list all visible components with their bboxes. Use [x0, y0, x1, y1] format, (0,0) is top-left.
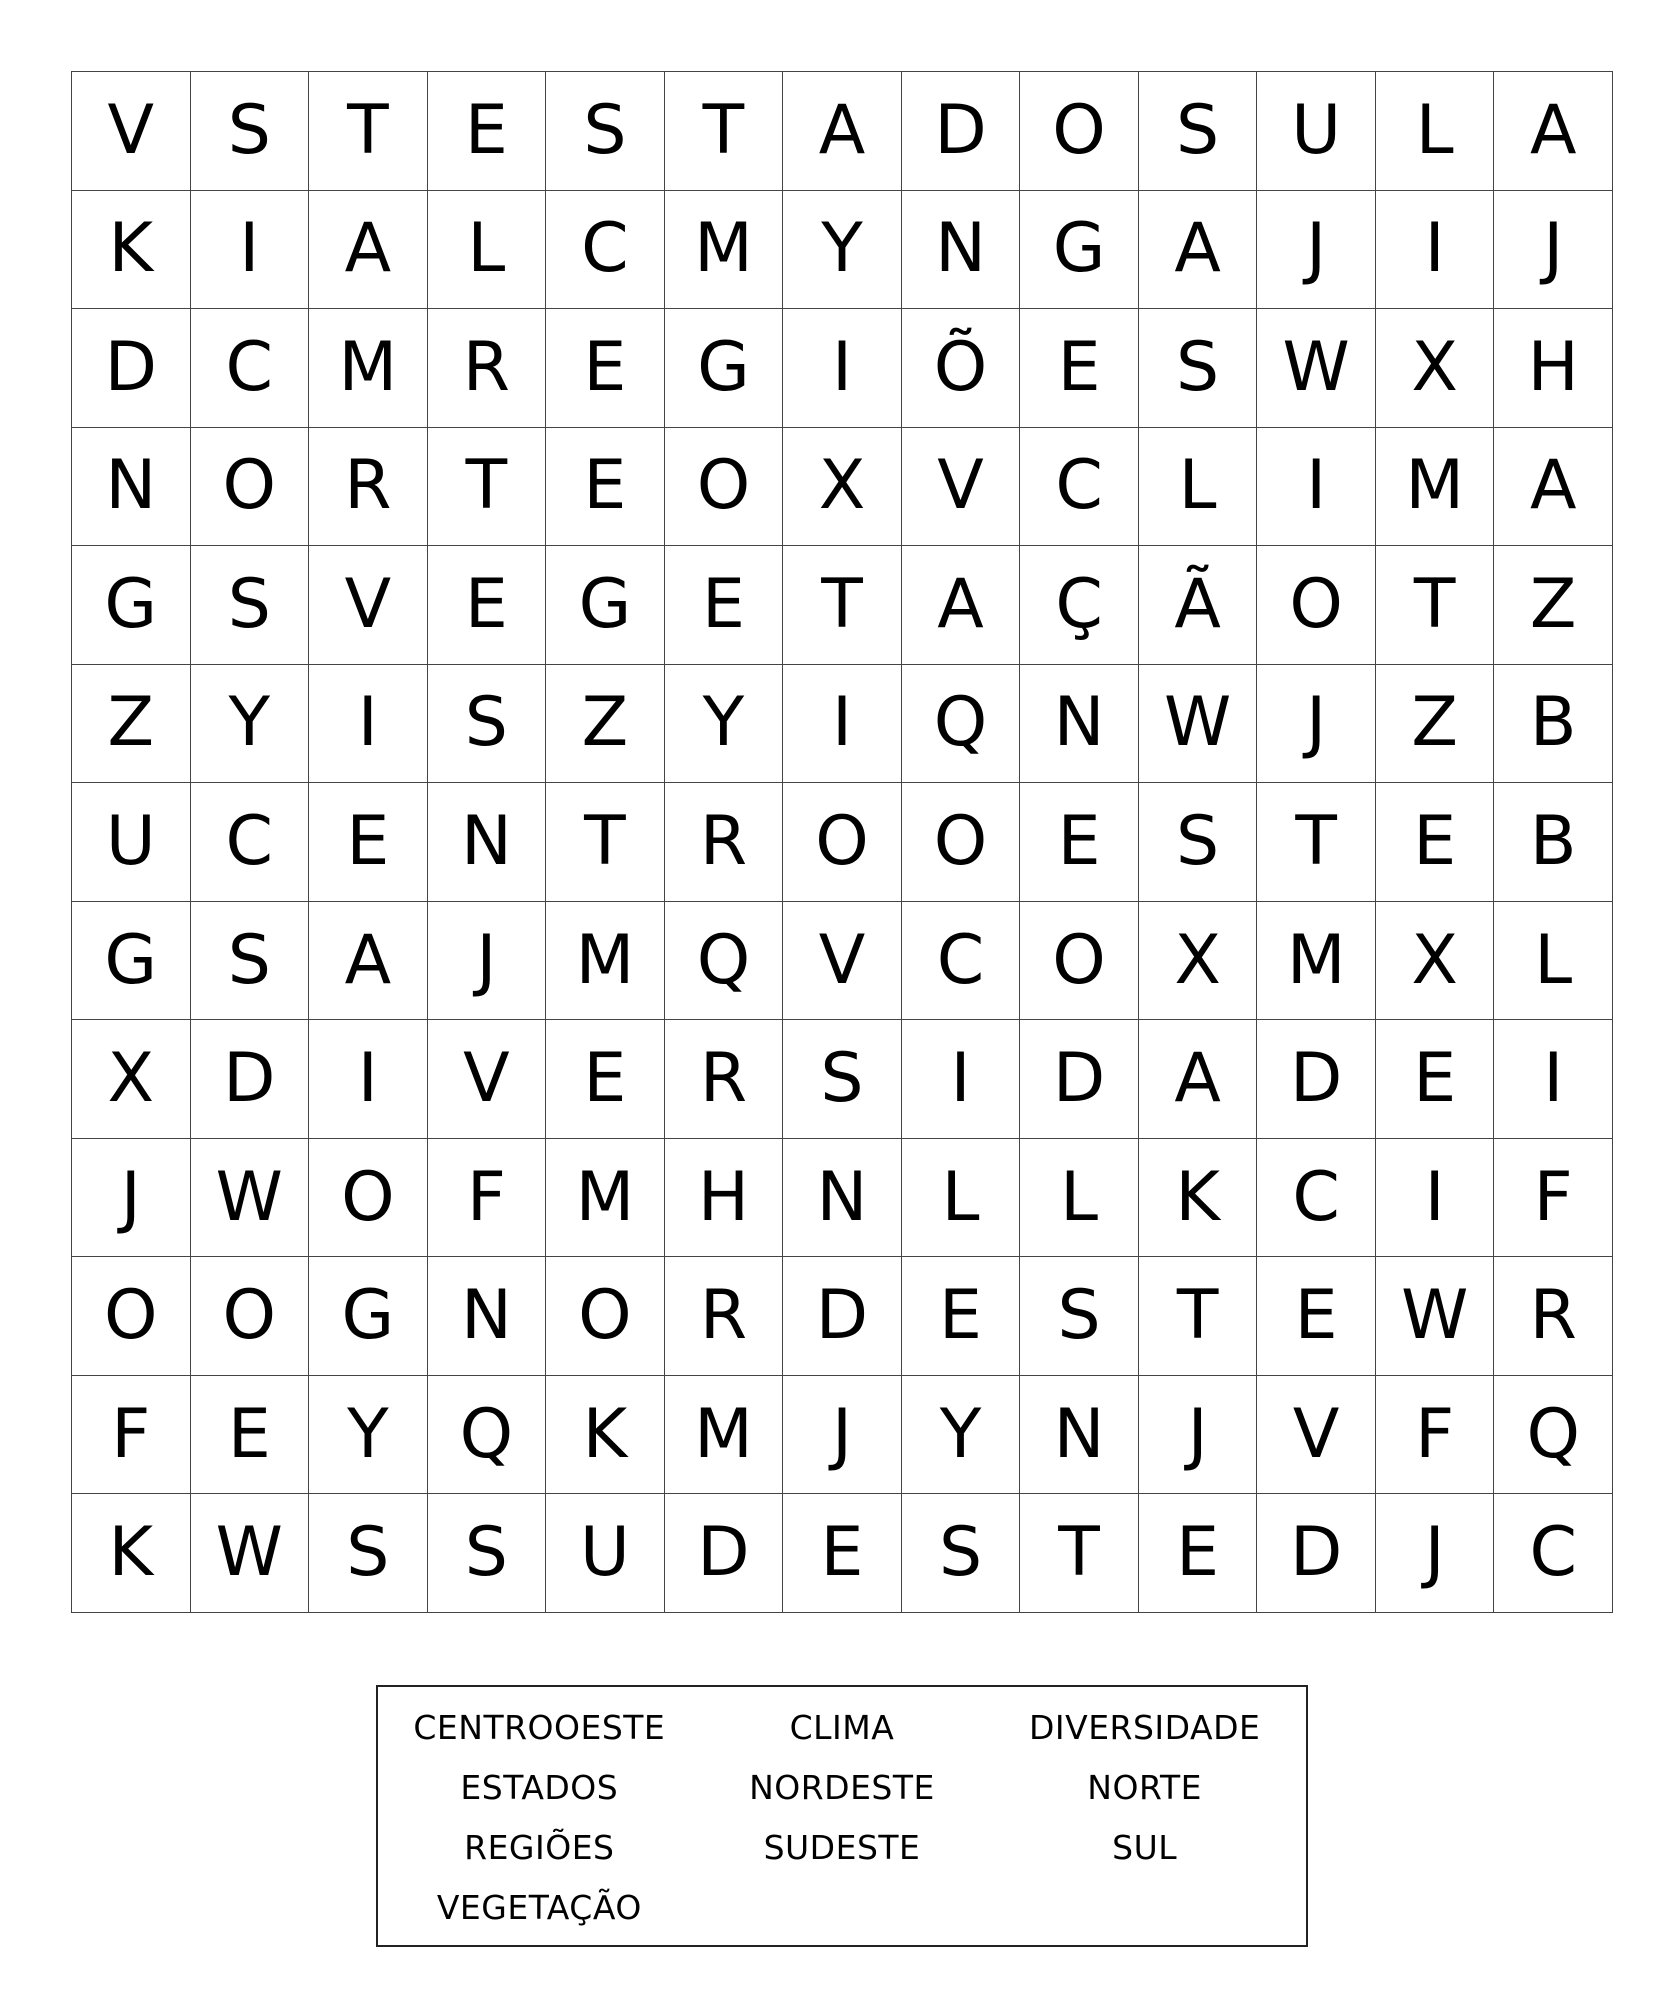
grid-cell[interactable]: T — [428, 428, 547, 547]
grid-cell[interactable]: O — [1020, 72, 1139, 191]
grid-cell[interactable]: E — [1020, 309, 1139, 428]
grid-cell[interactable]: C — [1020, 428, 1139, 547]
grid-cell[interactable]: E — [1376, 783, 1495, 902]
grid-cell[interactable]: V — [902, 428, 1021, 547]
grid-cell[interactable]: I — [1376, 1139, 1495, 1258]
grid-cell[interactable]: R — [1494, 1257, 1613, 1376]
grid-cell[interactable]: S — [428, 1494, 547, 1613]
grid-cell[interactable]: X — [1376, 309, 1495, 428]
grid-cell[interactable]: S — [191, 546, 310, 665]
grid-cell[interactable]: E — [428, 546, 547, 665]
grid-cell[interactable]: E — [428, 72, 547, 191]
word-list-item: SUL — [1112, 1828, 1178, 1867]
grid-cell[interactable]: S — [783, 1020, 902, 1139]
grid-cell[interactable]: I — [902, 1020, 1021, 1139]
grid-cell[interactable]: C — [902, 902, 1021, 1021]
grid-cell[interactable]: O — [665, 428, 784, 547]
word-list-item: CENTROOESTE — [413, 1708, 666, 1747]
grid-cell[interactable]: O — [191, 428, 310, 547]
grid-cell[interactable]: E — [1257, 1257, 1376, 1376]
grid-cell[interactable]: T — [665, 72, 784, 191]
grid-cell[interactable]: N — [1020, 665, 1139, 784]
grid-cell[interactable]: K — [72, 191, 191, 310]
grid-cell[interactable]: O — [902, 783, 1021, 902]
grid-cell[interactable]: M — [1376, 428, 1495, 547]
grid-cell[interactable]: Q — [1494, 1376, 1613, 1495]
grid-cell[interactable]: G — [309, 1257, 428, 1376]
grid-cell[interactable]: Õ — [902, 309, 1021, 428]
grid-cell[interactable]: X — [783, 428, 902, 547]
grid-cell[interactable]: J — [1139, 1376, 1258, 1495]
grid-cell[interactable]: C — [191, 309, 310, 428]
grid-cell[interactable]: C — [191, 783, 310, 902]
grid-cell[interactable]: G — [72, 902, 191, 1021]
grid-cell[interactable]: D — [72, 309, 191, 428]
grid-cell[interactable]: V — [72, 72, 191, 191]
grid-cell[interactable]: J — [1257, 665, 1376, 784]
grid-cell[interactable]: W — [1257, 309, 1376, 428]
grid-cell[interactable]: C — [546, 191, 665, 310]
grid-cell[interactable]: A — [309, 191, 428, 310]
grid-cell[interactable]: G — [546, 546, 665, 665]
grid-cell[interactable]: B — [1494, 665, 1613, 784]
grid-cell[interactable]: L — [428, 191, 547, 310]
grid-cell[interactable]: Q — [428, 1376, 547, 1495]
grid-cell[interactable]: F — [1376, 1376, 1495, 1495]
grid-cell[interactable]: U — [72, 783, 191, 902]
grid-cell[interactable]: T — [1376, 546, 1495, 665]
grid-cell[interactable]: W — [1139, 665, 1258, 784]
grid-cell[interactable]: I — [1494, 1020, 1613, 1139]
grid-cell[interactable]: U — [546, 1494, 665, 1613]
word-list-box — [376, 1685, 1308, 1947]
grid-cell[interactable]: D — [665, 1494, 784, 1613]
grid-cell[interactable]: F — [72, 1376, 191, 1495]
grid-cell[interactable]: Z — [1376, 665, 1495, 784]
grid-cell[interactable]: G — [72, 546, 191, 665]
grid-cell[interactable]: S — [191, 902, 310, 1021]
grid-cell[interactable]: E — [1020, 783, 1139, 902]
grid-cell[interactable]: T — [783, 546, 902, 665]
grid-cell[interactable]: R — [309, 428, 428, 547]
grid-cell[interactable]: J — [1494, 191, 1613, 310]
grid-cell[interactable]: F — [428, 1139, 547, 1258]
grid-cell[interactable]: U — [1257, 72, 1376, 191]
grid-cell[interactable]: A — [1139, 1020, 1258, 1139]
grid-cell[interactable]: N — [72, 428, 191, 547]
grid-cell[interactable]: F — [1494, 1139, 1613, 1258]
grid-cell[interactable]: N — [1020, 1376, 1139, 1495]
grid-cell[interactable]: E — [546, 309, 665, 428]
grid-cell[interactable]: D — [783, 1257, 902, 1376]
grid-cell[interactable]: J — [783, 1376, 902, 1495]
grid-cell[interactable]: K — [1139, 1139, 1258, 1258]
grid-cell[interactable]: R — [665, 1257, 784, 1376]
grid-cell[interactable]: C — [1494, 1494, 1613, 1613]
grid-cell[interactable]: L — [902, 1139, 1021, 1258]
grid-cell[interactable]: O — [1020, 902, 1139, 1021]
grid-cell[interactable]: L — [1376, 72, 1495, 191]
grid-cell[interactable]: B — [1494, 783, 1613, 902]
grid-cell[interactable]: H — [665, 1139, 784, 1258]
grid-cell[interactable]: Y — [309, 1376, 428, 1495]
word-list — [388, 1705, 1296, 1931]
grid-cell[interactable]: O — [191, 1257, 310, 1376]
grid-cell[interactable]: E — [546, 428, 665, 547]
grid-cell[interactable]: S — [546, 72, 665, 191]
grid-cell[interactable]: L — [1494, 902, 1613, 1021]
grid-cell[interactable]: E — [902, 1257, 1021, 1376]
grid-cell[interactable]: R — [665, 1020, 784, 1139]
word-list-item: NORTE — [1087, 1768, 1202, 1807]
grid-cell[interactable]: M — [665, 1376, 784, 1495]
word-list-item: CLIMA — [789, 1708, 895, 1747]
grid-cell[interactable]: J — [1257, 191, 1376, 310]
grid-cell[interactable]: Z — [546, 665, 665, 784]
grid-cell[interactable]: S — [191, 72, 310, 191]
grid-cell[interactable]: R — [428, 309, 547, 428]
grid-cell[interactable]: E — [191, 1376, 310, 1495]
grid-cell[interactable]: N — [902, 191, 1021, 310]
grid-cell[interactable]: V — [783, 902, 902, 1021]
grid-cell[interactable]: W — [1376, 1257, 1495, 1376]
grid-cell[interactable]: Z — [1494, 546, 1613, 665]
grid-cell[interactable]: O — [1257, 546, 1376, 665]
grid-cell[interactable]: M — [546, 902, 665, 1021]
grid-cell[interactable]: S — [1139, 309, 1258, 428]
grid-cell[interactable]: H — [1494, 309, 1613, 428]
word-list-item: SUDESTE — [763, 1828, 921, 1867]
grid-cell[interactable]: S — [309, 1494, 428, 1613]
grid-cell[interactable]: W — [191, 1494, 310, 1613]
grid-cell[interactable]: I — [309, 665, 428, 784]
grid-cell[interactable]: S — [1139, 783, 1258, 902]
grid-cell[interactable]: M — [1257, 902, 1376, 1021]
word-list-item: VEGETAÇÃO — [436, 1888, 642, 1927]
grid-cell[interactable]: M — [309, 309, 428, 428]
grid-cell[interactable]: N — [428, 783, 547, 902]
grid-cell[interactable]: T — [1139, 1257, 1258, 1376]
grid-cell[interactable]: W — [191, 1139, 310, 1258]
grid-cell[interactable]: T — [546, 783, 665, 902]
grid-cell[interactable]: A — [1139, 191, 1258, 310]
grid-cell[interactable]: G — [665, 309, 784, 428]
grid-cell[interactable]: N — [428, 1257, 547, 1376]
grid-cell[interactable]: D — [191, 1020, 310, 1139]
grid-cell[interactable]: O — [309, 1139, 428, 1258]
grid-cell[interactable]: D — [1257, 1494, 1376, 1613]
grid-cell[interactable]: D — [1257, 1020, 1376, 1139]
grid-cell[interactable]: J — [1376, 1494, 1495, 1613]
grid-cell[interactable]: Y — [191, 665, 310, 784]
grid-cell[interactable]: V — [309, 546, 428, 665]
grid-cell[interactable]: Q — [665, 902, 784, 1021]
grid-cell[interactable]: A — [309, 902, 428, 1021]
grid-cell[interactable]: Ç — [1020, 546, 1139, 665]
grid-cell[interactable]: Y — [783, 191, 902, 310]
grid-cell[interactable]: C — [1257, 1139, 1376, 1258]
word-list-item: NORDESTE — [749, 1768, 935, 1807]
grid-cell[interactable]: X — [1376, 902, 1495, 1021]
grid-cell[interactable]: E — [783, 1494, 902, 1613]
grid-cell[interactable]: I — [1257, 428, 1376, 547]
grid-cell[interactable]: S — [902, 1494, 1021, 1613]
grid-cell[interactable]: A — [1494, 428, 1613, 547]
grid-cell[interactable]: T — [1257, 783, 1376, 902]
grid-cell[interactable]: E — [665, 546, 784, 665]
grid-cell[interactable]: E — [1139, 1494, 1258, 1613]
grid-cell[interactable]: L — [1020, 1139, 1139, 1258]
grid-cell[interactable]: Y — [902, 1376, 1021, 1495]
grid-cell[interactable]: S — [1139, 72, 1258, 191]
grid-cell[interactable]: J — [428, 902, 547, 1021]
word-list-item: REGIÕES — [464, 1828, 615, 1867]
grid-cell[interactable]: A — [902, 546, 1021, 665]
grid-cell[interactable]: D — [1020, 1020, 1139, 1139]
grid-cell[interactable]: A — [783, 72, 902, 191]
grid-cell[interactable]: V — [428, 1020, 547, 1139]
grid-cell[interactable]: I — [191, 191, 310, 310]
grid-cell[interactable]: E — [546, 1020, 665, 1139]
grid-cell[interactable]: J — [72, 1139, 191, 1258]
grid-cell[interactable]: I — [1376, 191, 1495, 310]
grid-cell[interactable]: M — [546, 1139, 665, 1258]
grid-cell[interactable]: R — [665, 783, 784, 902]
grid-cell[interactable]: I — [309, 1020, 428, 1139]
grid-cell[interactable]: I — [783, 665, 902, 784]
grid-cell[interactable]: X — [72, 1020, 191, 1139]
grid-cell[interactable]: Z — [72, 665, 191, 784]
grid-cell[interactable]: O — [546, 1257, 665, 1376]
grid-cell[interactable]: Y — [665, 665, 784, 784]
word-list-item: DIVERSIDADE — [1028, 1708, 1261, 1747]
grid-cell[interactable]: N — [783, 1139, 902, 1258]
grid-cell[interactable]: O — [783, 783, 902, 902]
grid-cell[interactable]: G — [1020, 191, 1139, 310]
grid-cell[interactable]: I — [783, 309, 902, 428]
grid-cell[interactable]: M — [665, 191, 784, 310]
grid-cell[interactable]: E — [309, 783, 428, 902]
grid-cell[interactable]: T — [1020, 1494, 1139, 1613]
grid-cell[interactable]: A — [1494, 72, 1613, 191]
grid-cell[interactable]: X — [1139, 902, 1258, 1021]
grid-cell[interactable]: Q — [902, 665, 1021, 784]
word-list-item: ESTADOS — [460, 1768, 619, 1807]
grid-cell[interactable]: T — [309, 72, 428, 191]
grid-cell[interactable]: E — [1376, 1020, 1495, 1139]
grid-cell[interactable]: O — [72, 1257, 191, 1376]
grid-cell[interactable]: Ã — [1139, 546, 1258, 665]
grid-cell[interactable]: K — [546, 1376, 665, 1495]
grid-cell[interactable]: V — [1257, 1376, 1376, 1495]
letter-grid — [71, 71, 1613, 1613]
grid-cell[interactable]: D — [902, 72, 1021, 191]
grid-cell[interactable]: K — [72, 1494, 191, 1613]
grid-cell[interactable]: S — [428, 665, 547, 784]
grid-cell[interactable]: L — [1139, 428, 1258, 547]
grid-cell[interactable]: S — [1020, 1257, 1139, 1376]
